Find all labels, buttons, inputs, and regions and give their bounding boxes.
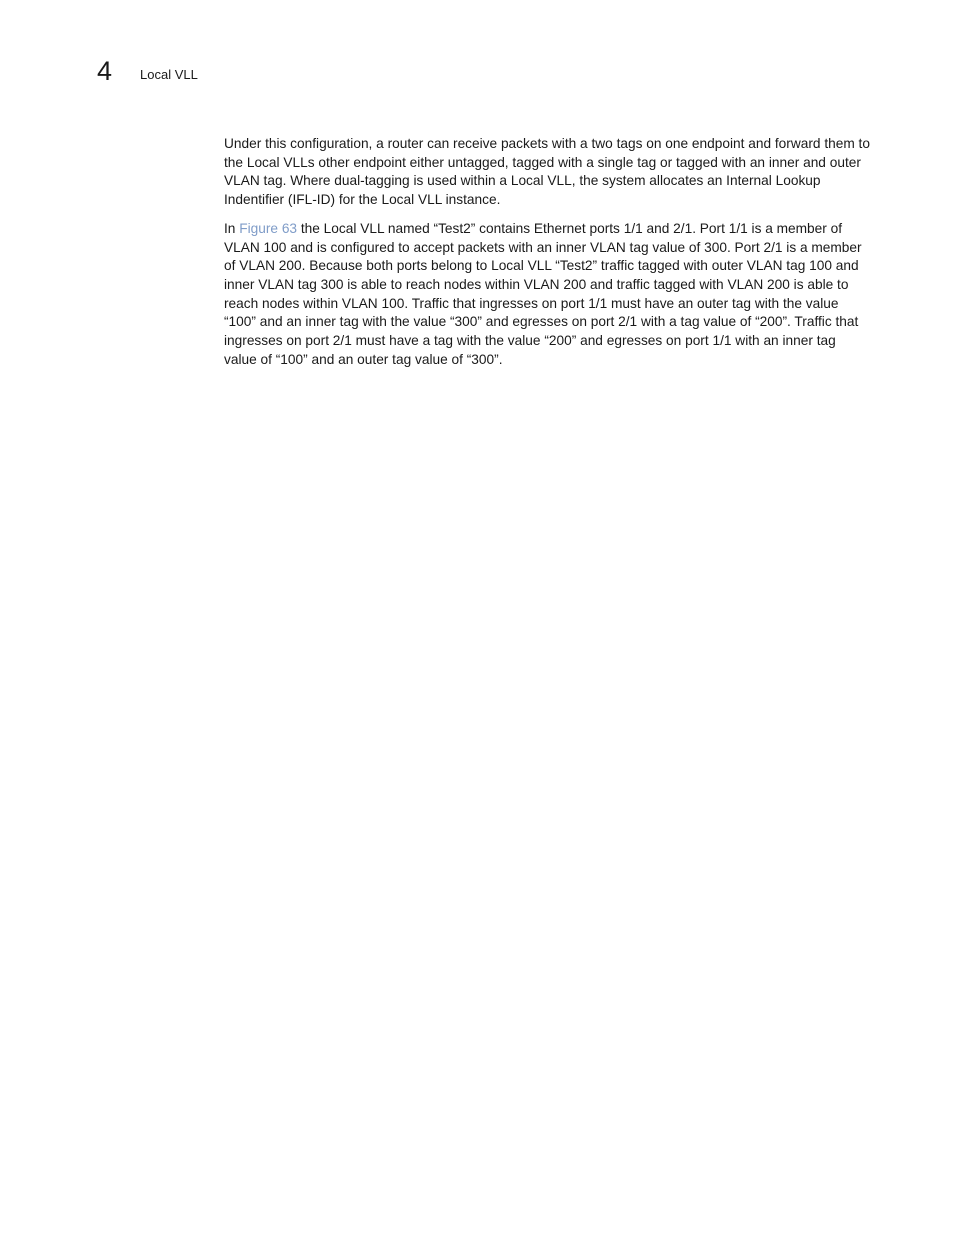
paragraph-body: the Local VLL named “Test2” contains Ethernet ports 1/1 and 2/1. Port 1/1 is a member of VLAN 100 and is configured to accept packets with an inner VLAN tag value of 300. Port 2/1 is a member of VLAN 200. Because both ports belong to Local VLL “Test2” traffic tagged with outer VLAN tag 100 and inner VLAN tag 300 is able to reach nodes within VLAN 200 and traffic tagged with VLAN 200 is able to reach nodes within VLAN 100. Traffic that ingresses on port 1/1 must have an outer tag with the value “100” and an inner tag with the value “300” and egresses on port 2/1 with a tag value of “200”. Traffic that ingresses on port 2/1 must have a tag with the value “200” and egresses on port 1/1 with an inner tag value of “100” and an outer tag value of “300”. <box>224 220 862 367</box>
paragraph-dual-tagging: Under this configuration, a router can receive packets with a two tags on one endpoint and forward them to the Local VLLs other endpoint either untagged, tagged with a single tag or tagged with an inner and outer VLAN tag. Where dual-tagging is used within a Local VLL, the system allocates an Internal Lookup Indentifier (IFL-ID) for the Local VLL instance. <box>224 136 870 208</box>
paragraph-prefix: In <box>224 220 240 236</box>
chapter-number: 4 <box>97 56 113 86</box>
paragraph-local-vll-example <box>224 220 872 370</box>
figure-63-link[interactable]: Figure 63 <box>239 220 298 236</box>
body-text <box>224 135 872 379</box>
chapter-title: Local VLL <box>140 67 198 82</box>
